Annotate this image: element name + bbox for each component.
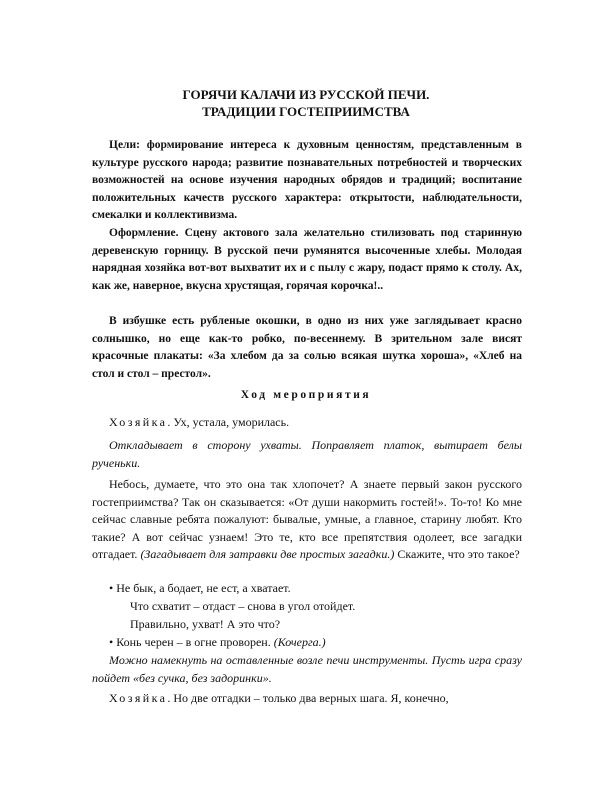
speaker-line-2-text: . Но две отгадки – только два верных шага. Я, конечно, — [167, 691, 449, 705]
goals-paragraph — [92, 137, 522, 225]
goals-label: Цели: — [109, 139, 140, 151]
stage-direction-1: Откладывает в сторону ухваты. Поправляет платок, вытирает белы рученьки. — [92, 438, 522, 470]
riddle-2-line — [92, 634, 522, 652]
speaker-name: Хозяйка — [109, 415, 168, 429]
stage-direction-2: Можно намекнуть на оставленные возле печи инструменты. Пусть игра сразу пойдет «без сучка, без задоринки». — [92, 653, 522, 685]
riddle-2-answer: (Кочерга.) — [273, 635, 326, 649]
section-heading: Ход мероприятия — [240, 389, 372, 401]
riddle-1-line-a: • Не бык, а бодает, не ест, а хватает. — [109, 581, 291, 595]
speaker-line-1 — [92, 414, 522, 432]
hut-paragraph: В избушке есть рубленые окошки, в одно из них уже заглядывает красно солнышко, но еще как-то робко, по-весеннему. В зрительном зале висят красочные плакаты: «За хлебом да за солью всякая шутка хороша», «Хлеб на стол и стол – престол». — [92, 315, 522, 380]
riddle-1-line-b: Что схватит – отдаст – снова в угол отойдет. — [130, 599, 356, 613]
speech-stage-direction: (Загадывает для затравки две простых загадки.) — [140, 547, 395, 562]
riddle-1-line-c: Правильно, ухват! А это что? — [130, 617, 281, 631]
speaker-line-2 — [92, 690, 522, 708]
title-line-1: ГОРЯЧИ КАЛАЧИ ИЗ РУССКОЙ ПЕЧИ. — [182, 87, 430, 102]
decoration-text: Сцену актового зала желательно стилизовать под старинную деревенскую горницу. В русской печи румянятся высоченные хлебы. Молодая нарядная хозяйка вот-вот выхватит их и с пылу с жару, подаст прямо к столу. Ах, как же, наверное, вкусна хрустящая, горячая корочка!.. — [92, 227, 522, 292]
speech-main-text: Небось, думаете, что это она так хлопочет? А знаете первый закон русского гостеприимства? Так он сказывается: «От души накормить гостей!». То-то! Ко мне сейчас славные ребята пожалуют: бывалые, умные, а главное, старину любят. Кто такие? А вот сейчас узнаем! Это те, кто все препятствия одолеет, все загадки отгадает. — [92, 477, 522, 562]
speaker-line-1-text: . Ух, устала, уморилась. — [167, 415, 290, 429]
title-line-2: ТРАДИЦИИ ГОСТЕПРИИМСТВА — [202, 104, 410, 119]
decoration-paragraph — [92, 225, 522, 295]
riddle-2-text: • Конь черен – в огне проворен. — [109, 635, 274, 649]
goals-text: формирование интереса к духовным ценностям, представленным в культуре русского народа; развитие познавательных потребностей и творческих возможностей на основе изучения народных обрядов и традиций; воспитание положительных качеств русского характера: открытости, наблюдательности, смекалки и коллективизма. — [92, 139, 522, 222]
speech-main-paragraph — [92, 476, 522, 564]
decoration-label: Оформление. — [109, 227, 179, 239]
speaker-name-2: Хозяйка — [109, 691, 168, 705]
speech-end-text: Скажите, что это такое? — [394, 547, 520, 562]
